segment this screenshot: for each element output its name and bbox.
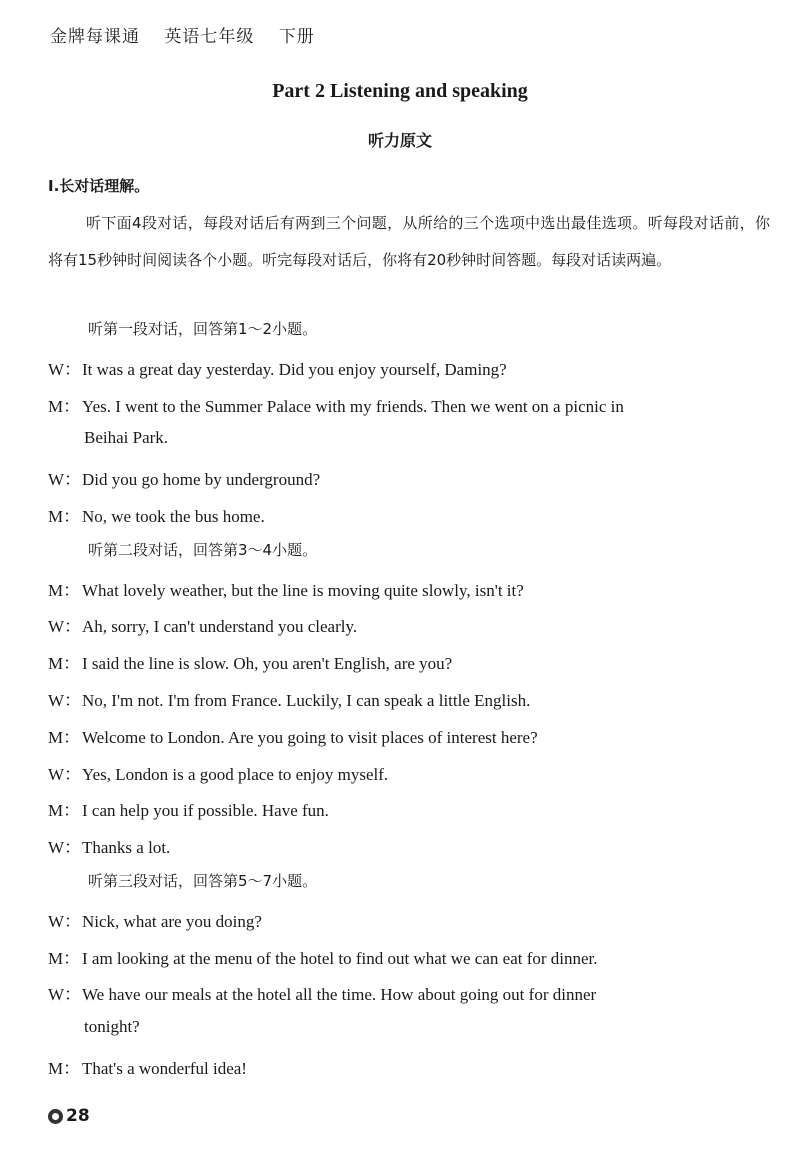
- dialog-text: Welcome to London. Are you going to visit places of interest here?: [82, 727, 538, 747]
- dialog-text: Thanks a lot.: [82, 838, 171, 858]
- dialog-line: [48, 355, 770, 380]
- page-footer: [48, 1106, 90, 1126]
- speaker-label: M：: [48, 727, 81, 747]
- section-subtitle: 听力原文: [367, 131, 432, 150]
- dialog-line: [48, 612, 770, 637]
- dialog-line: [48, 907, 770, 932]
- speaker-label: M：: [48, 580, 81, 600]
- speaker-label: M：: [48, 948, 81, 968]
- dialog-text: What lovely weather, but the line is moving quite slowly, isn't it?: [82, 580, 524, 600]
- dialog-text: No, we took the bus home.: [82, 507, 265, 526]
- speaker-label: M：: [48, 396, 81, 416]
- dialog-text: Yes. I went to the Summer Palace with my friends. Then we went on a picnic in: [82, 396, 624, 416]
- dialog-line: [48, 502, 770, 527]
- section-heading: Ⅰ.长对话理解。: [48, 177, 150, 195]
- speaker-label: M：: [48, 507, 81, 526]
- dialog-line: [48, 576, 770, 601]
- page-number-icon: [48, 1109, 63, 1124]
- dialog-text: I said the line is slow. Oh, you aren't English, are you?: [82, 654, 453, 674]
- dialog-text: It was a great day yesterday. Did you enjoy yourself, Daming?: [82, 359, 507, 379]
- speaker-label: W：: [48, 911, 82, 931]
- dialog-text: Yes, London is a good place to enjoy myself.: [82, 764, 389, 784]
- intro-paragraph: 听下面4段对话，每段对话后有两到三个问题，从所给的三个选项中选出最佳选项。听每段对话前，你将有15秒钟时间阅读各个小题。听完每段对话后，你将有20秒钟时间答题。每段对话读两遍。: [48, 214, 770, 269]
- dialog-line: [48, 796, 770, 821]
- dialog-line: [48, 723, 770, 748]
- speaker-label: W：: [48, 359, 82, 379]
- dialog-line: [48, 392, 770, 417]
- dialog-text: I am looking at the menu of the hotel to find out what we can eat for dinner.: [82, 948, 598, 968]
- speaker-label: W：: [48, 470, 82, 490]
- speaker-label: W：: [48, 985, 82, 1005]
- dialog-text: That's a wonderful idea!: [82, 1059, 247, 1078]
- dialog-text: No, I'm not. I'm from France. Luckily, I can speak a little English.: [82, 691, 531, 710]
- dialog-line: [48, 944, 770, 969]
- speaker-label: M：: [48, 654, 81, 674]
- part-title: Part 2 Listening and speaking: [272, 80, 528, 102]
- dialog-line: [48, 833, 770, 858]
- dialog-line: [48, 686, 770, 711]
- dialog-line: [48, 1054, 770, 1079]
- volume-label: 下册: [278, 27, 315, 47]
- speaker-label: M：: [48, 1059, 81, 1078]
- dialog-line: [48, 649, 770, 674]
- dialog-line: [48, 760, 770, 785]
- subject-label: 英语七年级: [164, 27, 255, 47]
- instruction-line: 听第二段对话，回答第3～4小题。: [88, 540, 318, 559]
- instruction-line: 听第一段对话，回答第1～2小题。: [88, 320, 318, 338]
- dialog-text: We have our meals at the hotel all the time. How about going out for dinner: [82, 985, 597, 1005]
- instruction-line: 听第三段对话，回答第5～7小题。: [88, 872, 318, 890]
- dialog-text: Nick, what are you doing?: [82, 911, 262, 931]
- continuation-line: tonight?: [84, 1017, 140, 1037]
- page-number: 28: [66, 1106, 90, 1126]
- dialog-line: [48, 465, 770, 490]
- dialog-text: Ah, sorry, I can't understand you clearly.: [82, 617, 358, 637]
- dialog-line: [48, 980, 770, 1005]
- speaker-label: W：: [48, 764, 82, 784]
- continuation-line: Beihai Park.: [84, 428, 169, 448]
- running-header: [50, 22, 333, 47]
- dialog-text: I can help you if possible. Have fun.: [82, 801, 329, 821]
- dialog-text: Did you go home by underground?: [82, 470, 321, 490]
- speaker-label: M：: [48, 801, 81, 821]
- book-title: 金牌每课通: [50, 27, 140, 47]
- speaker-label: W：: [48, 838, 82, 858]
- speaker-label: W：: [48, 617, 82, 637]
- speaker-label: W：: [48, 691, 82, 710]
